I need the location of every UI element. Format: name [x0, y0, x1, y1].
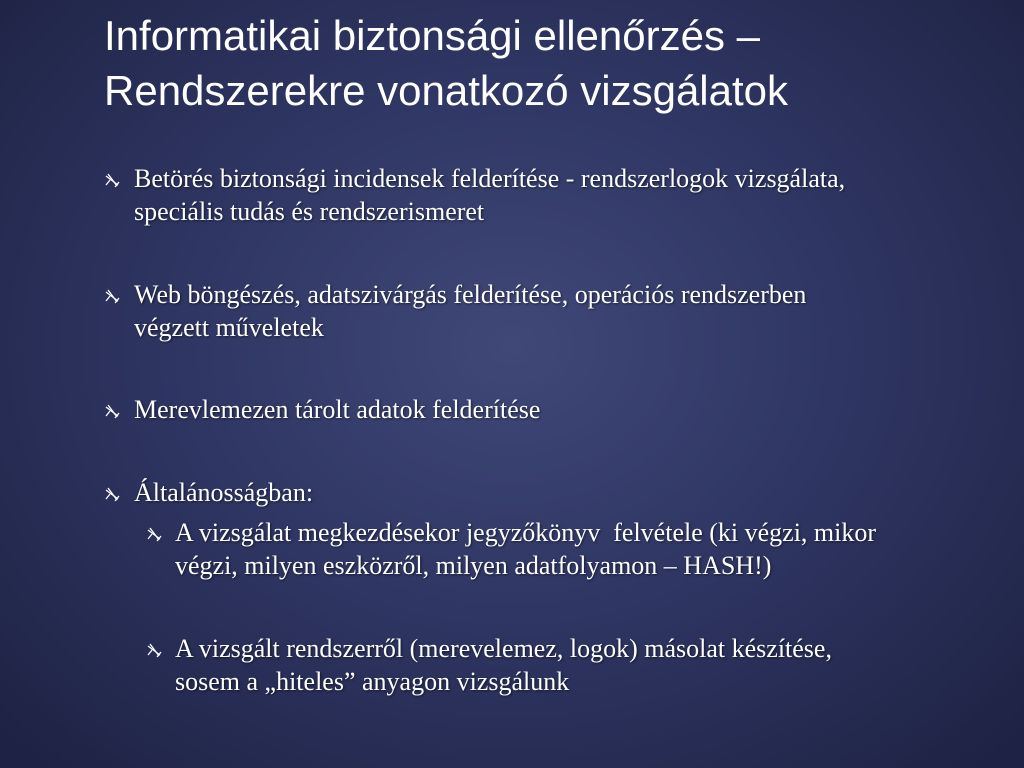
bullet-2-line-1: Web böngészés, adatszivárgás felderítése, operációs rendszerben	[134, 280, 807, 309]
crossed-lines-bullet-icon	[103, 287, 121, 305]
slide-title	[104, 8, 984, 118]
bullet-item-3	[103, 393, 983, 426]
sub-bullet-1-line-1: A vizsgálat megkezdésekor jegyzőkönyv felvétele (ki végzi, mikor	[175, 518, 877, 547]
bullet-3-line-1: Merevlemezen tárolt adatok felderítése	[134, 395, 541, 424]
bullet-text-3	[134, 393, 983, 426]
bullet-item-1	[103, 162, 983, 228]
bullet-1-line-2: speciális tudás és rendszerismeret	[134, 197, 485, 226]
sub-bullet-text-2	[175, 632, 990, 698]
bullet-item-2	[103, 278, 983, 344]
bullet-text-2	[134, 278, 983, 344]
crossed-lines-bullet-icon	[103, 171, 121, 189]
crossed-lines-bullet-icon	[145, 525, 163, 543]
bullet-2-line-2: végzett műveletek	[134, 313, 324, 342]
sub-bullet-text-1	[175, 516, 990, 582]
bullet-text-1	[134, 162, 983, 228]
bullet-item-4	[103, 476, 983, 509]
sub-bullet-item-2	[145, 632, 990, 698]
sub-bullet-item-1	[145, 516, 990, 582]
slide-title-line-2: Rendszerekre vonatkozó vizsgálatok	[104, 67, 789, 114]
crossed-lines-bullet-icon	[103, 485, 121, 503]
slide-title-line-1: Informatikai biztonsági ellenőrzés –	[104, 12, 761, 59]
sub-bullet-1-line-2: végzi, milyen eszközről, milyen adatfolyamon – HASH!)	[175, 551, 772, 580]
sub-bullet-2-line-1: A vizsgált rendszerről (merevelemez, logok) másolat készítése,	[175, 634, 832, 663]
bullet-4-line-1: Általánosságban:	[134, 478, 314, 507]
crossed-lines-bullet-icon	[103, 402, 121, 420]
bullet-text-4	[134, 476, 983, 509]
sub-bullet-2-line-2: sosem a „hiteles” anyagon vizsgálunk	[175, 667, 570, 696]
bullet-1-line-1: Betörés biztonsági incidensek felderítése - rendszerlogok vizsgálata,	[134, 164, 846, 193]
crossed-lines-bullet-icon	[145, 641, 163, 659]
